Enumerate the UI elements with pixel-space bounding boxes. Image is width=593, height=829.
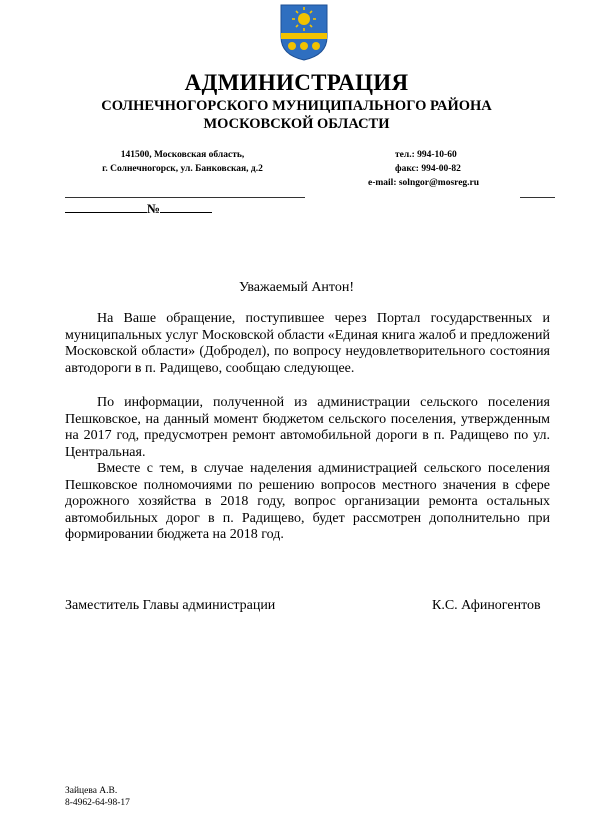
address-line1: 141500, Московская область, xyxy=(120,150,245,160)
letter-paragraph xyxy=(65,461,550,544)
number-blank xyxy=(160,200,212,213)
postal-address xyxy=(70,148,295,176)
paragraph-text: Вместе с тем, в случае наделения администрацией сельского поселения Пешковское полномочиями по решению вопросов местного значения в сфере дорожного хозяйства в 2018 году, вопрос организации ремонта остальных автомобильных дорог в п. Радищево, будет рассмотрен дополнительно при формировании бюджета на 2018 год. xyxy=(65,461,550,543)
registration-number-field xyxy=(65,200,212,217)
signatory-name: К.С. Афиногентов xyxy=(432,598,541,613)
executor-phone: 8-4962-64-98-17 xyxy=(65,798,130,808)
registration-blank xyxy=(65,200,147,213)
header-divider-right xyxy=(520,197,555,198)
number-sign: № xyxy=(147,201,161,216)
paragraph-text: На Ваше обращение, поступившее через Портал государственных и муниципальных услуг Московской области «Единая книга жалоб и предложений Московской области» (Добродел), по вопросу неудовлетворительного состояния автодороги в п. Радищево, сообщаю следующее. xyxy=(65,311,550,376)
fax-text: факс: 994-00-82 xyxy=(395,164,461,174)
phone-text: тел.: 994-10-60 xyxy=(395,150,457,160)
organization-subtitle-line2: МОСКОВСКОЙ ОБЛАСТИ xyxy=(203,116,390,132)
header-divider-left xyxy=(65,197,305,198)
letter-paragraph xyxy=(65,395,550,461)
organization-subtitle-line1: СОЛНЕЧНОГОРСКОГО МУНИЦИПАЛЬНОГО РАЙОНА xyxy=(101,98,492,114)
address-line2: г. Солнечногорск, ул. Банковская, д.2 xyxy=(102,164,263,174)
signatory-position: Заместитель Главы администрации xyxy=(65,598,276,613)
letter-paragraph xyxy=(65,311,550,377)
paragraph-text: По информации, полученной из администрации сельского поселения Пешковское, на данный момент бюджетом сельского поселения, утвержденным на 2017 год, предусмотрен ремонт автомобильной дороги в п. Радищево по ул. Центральная. xyxy=(65,395,550,460)
organization-title: АДМИНИСТРАЦИЯ xyxy=(184,70,409,95)
coat-of-arms-emblem xyxy=(279,3,329,61)
letter-greeting: Уважаемый Антон! xyxy=(238,280,355,295)
contact-block xyxy=(368,148,528,190)
executor-name: Зайцева А.В. xyxy=(65,786,118,796)
email-text: e-mail: solngor@mosreg.ru xyxy=(368,178,480,188)
executor-info xyxy=(65,785,130,809)
